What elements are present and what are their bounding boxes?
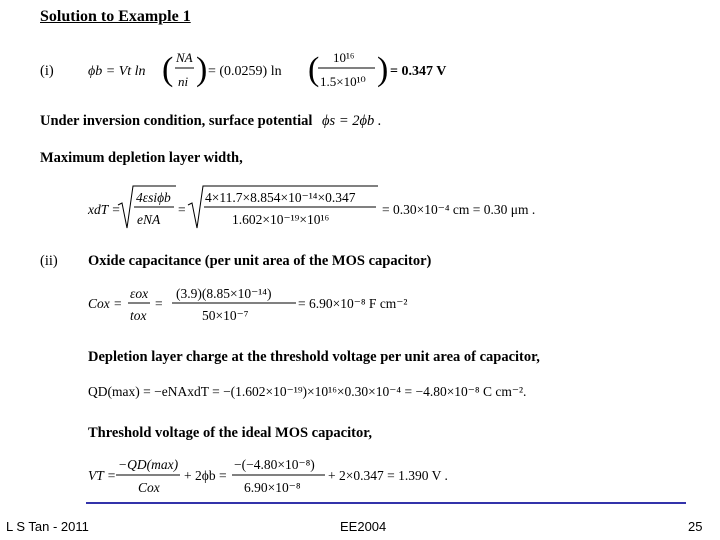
paren-close: ) (196, 51, 208, 88)
eq-xdt-frac2-num: 4×11.7×8.854×10⁻¹⁴×0.347 (205, 190, 356, 205)
threshold-text: Threshold voltage of the ideal MOS capacitor, (88, 425, 372, 441)
eq-vt-mid: + 2ϕb = (184, 468, 227, 483)
svg-text:=: = (155, 296, 163, 311)
eq-vt-result: + 2×0.347 = 1.390 V . (328, 468, 448, 483)
svg-text:=: = (178, 202, 186, 217)
footer-course: EE2004 (340, 519, 387, 534)
eq-xdt-frac2-den: 1.602×10⁻¹⁹×10¹⁶ (232, 212, 330, 227)
part-i-label: (i) (40, 63, 54, 79)
eq-cox-frac2-num: (3.9)(8.85×10⁻¹⁴) (176, 286, 272, 301)
inversion-text (40, 113, 381, 130)
oxide-text: Oxide capacitance (per unit area of the MOS capacitor) (88, 253, 432, 269)
eq-cox-frac2-den: 50×10⁻⁷ (202, 308, 249, 323)
eq-phib-result: = 0.347 V (390, 64, 447, 79)
eq-cox-lhs: Cox = (88, 296, 123, 311)
eq-vt-frac1-den: Cox (138, 480, 160, 495)
eq-vt-frac2-num: −(−4.80×10⁻⁸) (234, 457, 315, 472)
eq-xdt-lhs: xdT = (88, 202, 121, 217)
eq-xdt-frac1-num: 4εsiϕb (136, 190, 171, 205)
eq-phib-lhs: ϕb = Vt ln (88, 64, 146, 79)
eq-phib-mid: = (0.0259) ln (208, 64, 282, 79)
eq-cox-result: = 6.90×10⁻⁸ F cm⁻² (298, 296, 408, 311)
inversion-eq: ϕs = 2ϕb . (322, 113, 382, 129)
eq-cox-frac1-num: εox (130, 286, 149, 301)
slide-title: Solution to Example 1 (40, 8, 191, 25)
eq-phib-frac-num: NA (176, 50, 193, 65)
depletion-charge-text: Depletion layer charge at the threshold voltage per unit area of capacitor, (88, 349, 540, 365)
eq-vt-frac2-den: 6.90×10⁻⁸ (244, 480, 301, 495)
paren-close-2: ) (377, 51, 389, 88)
paren-open: ( (162, 51, 174, 88)
part-ii-label: (ii) (40, 253, 58, 269)
max-depletion-text: Maximum depletion layer width, (40, 150, 243, 166)
footer-author: L S Tan - 2011 (6, 519, 89, 534)
paren-open-2: ( (308, 51, 320, 88)
inversion-text-label: Under inversion condition, surface potential (40, 113, 313, 129)
eq-xdt-result: = 0.30×10⁻⁴ cm = 0.30 μm . (382, 202, 536, 217)
eq-cox-frac1-den: tox (130, 308, 147, 323)
eq-phib-frac2-num: 10¹⁶ (333, 50, 355, 65)
eq-phib-frac-den: ni (178, 74, 189, 89)
eq-phib-frac2-den: 1.5×10¹⁰ (320, 74, 366, 89)
eq-vt-lhs: VT = (88, 468, 116, 483)
footer-page: 25 (688, 519, 703, 534)
eq-vt-frac1-num: −QD(max) (118, 457, 179, 472)
eq-xdt-frac1-den: eNA (137, 212, 161, 227)
eq-qd: QD(max) = −eNAxdT = −(1.602×10⁻¹⁹)×10¹⁶×0.30×10⁻⁴ = −4.80×10⁻⁸ C cm⁻². (88, 384, 527, 399)
footer-rule (86, 502, 686, 504)
